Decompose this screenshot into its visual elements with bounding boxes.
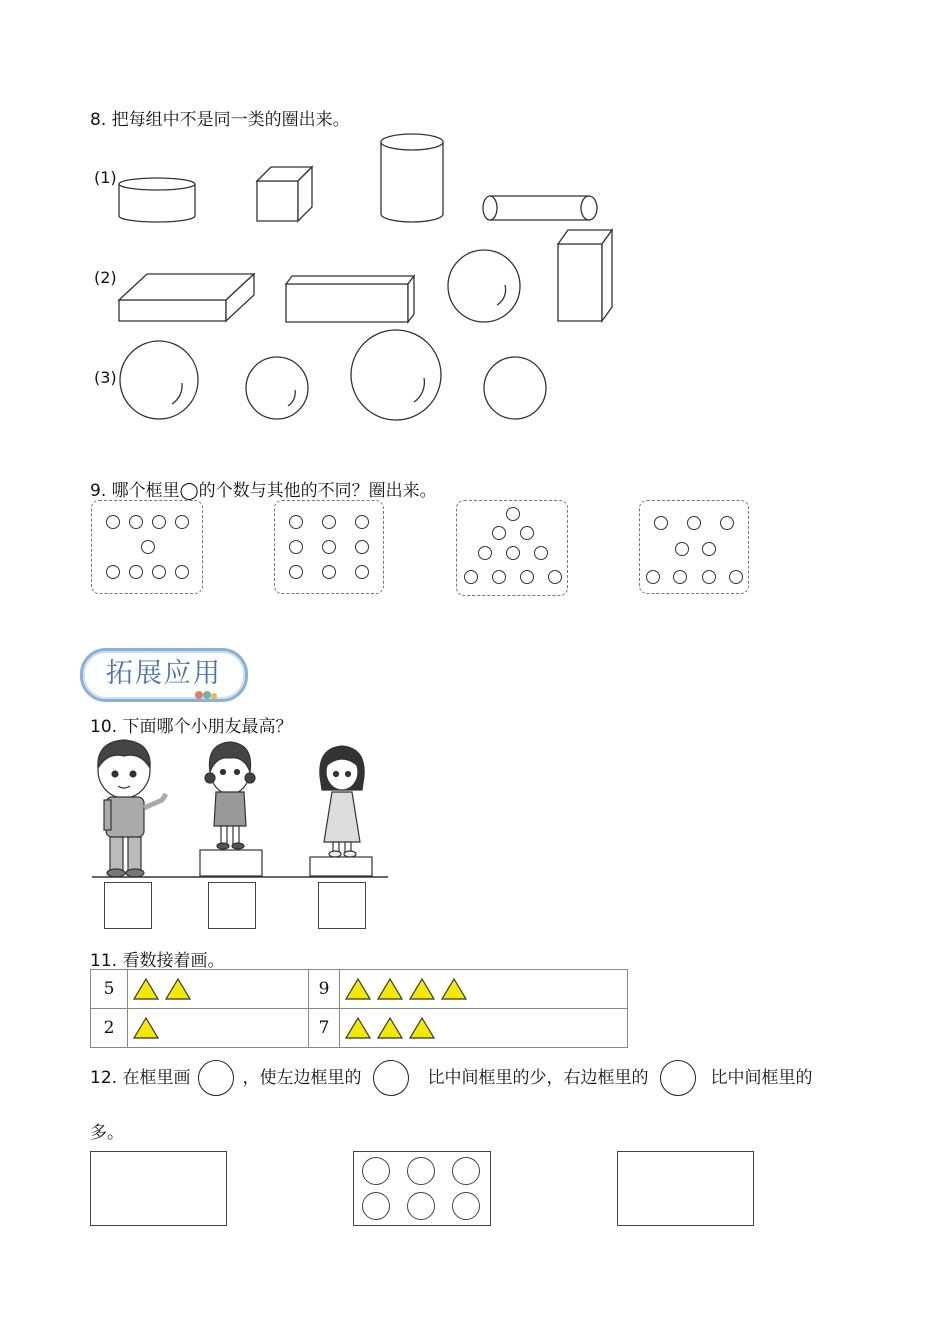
- banner-text: 拓展应用: [106, 658, 222, 689]
- left-draw-box[interactable]: [90, 1151, 227, 1226]
- right-draw-box[interactable]: [617, 1151, 754, 1226]
- q12-text-1: 12. 在框里画: [90, 1068, 191, 1088]
- circle-mark: [452, 1157, 480, 1185]
- table-row: [91, 970, 628, 1009]
- circle-mark: [362, 1157, 390, 1185]
- triangle-icon: [408, 1016, 436, 1040]
- triangle-icon: [440, 977, 468, 1001]
- triangle-icon: [132, 977, 160, 1001]
- answer-box-girl-2[interactable]: [318, 882, 366, 929]
- q12-text-2: ，使左边框里的: [242, 1068, 362, 1088]
- girl-2-figure: [320, 746, 364, 857]
- circle-mark: [452, 1192, 480, 1220]
- triangle-icon: [344, 977, 372, 1001]
- triangle-cell[interactable]: [340, 1009, 628, 1048]
- triangle-icon: [376, 977, 404, 1001]
- question-11-title: 11. 看数接着画。: [90, 951, 225, 971]
- girl-1-figure: [205, 742, 255, 849]
- question-12-line-2: 多。: [90, 1123, 124, 1143]
- answer-box-boy[interactable]: [104, 882, 152, 929]
- triangle-icon: [164, 977, 192, 1001]
- question-10-title: 10. 下面哪个小朋友最高？: [90, 717, 293, 737]
- answer-box-girl-1[interactable]: [208, 882, 256, 929]
- q12-text-4: 比中间框里的: [710, 1068, 813, 1088]
- triangle-icon: [376, 1016, 404, 1040]
- group-label-2: (2): [94, 268, 117, 287]
- question-9-title: 9. 哪个框里◯的个数与其他的不同？圈出来。: [90, 481, 437, 501]
- question-12-line-1: [90, 1060, 812, 1096]
- number-cell: 9: [309, 970, 340, 1009]
- triangle-cell[interactable]: [128, 970, 309, 1009]
- table-row: [91, 1009, 628, 1048]
- inline-circle-icon: [198, 1060, 234, 1096]
- circle-mark: [362, 1192, 390, 1220]
- drawing-table: [90, 969, 628, 1048]
- circle-mark: [407, 1192, 435, 1220]
- inline-circle-icon: [373, 1060, 409, 1096]
- group-label-1: (1): [94, 168, 117, 187]
- middle-platform: [200, 850, 262, 876]
- triangle-icon: [344, 1016, 372, 1040]
- triangle-icon: [408, 977, 436, 1001]
- group-label-3: (3): [94, 368, 117, 387]
- right-platform: [310, 857, 372, 876]
- triangle-cell[interactable]: [340, 970, 628, 1009]
- triangle-cell[interactable]: [128, 1009, 309, 1048]
- inline-circle-icon: [660, 1060, 696, 1096]
- number-cell: 5: [91, 970, 128, 1009]
- middle-box: [353, 1151, 491, 1226]
- boy-figure: [98, 740, 166, 877]
- triangle-icon: [132, 1016, 160, 1040]
- q12-text-3: 比中间框里的少，右边框里的: [427, 1068, 649, 1088]
- number-cell: 7: [309, 1009, 340, 1048]
- number-cell: 2: [91, 1009, 128, 1048]
- circle-mark: [407, 1157, 435, 1185]
- question-8-title: 8. 把每组中不是同一类的圈出来。: [90, 110, 350, 130]
